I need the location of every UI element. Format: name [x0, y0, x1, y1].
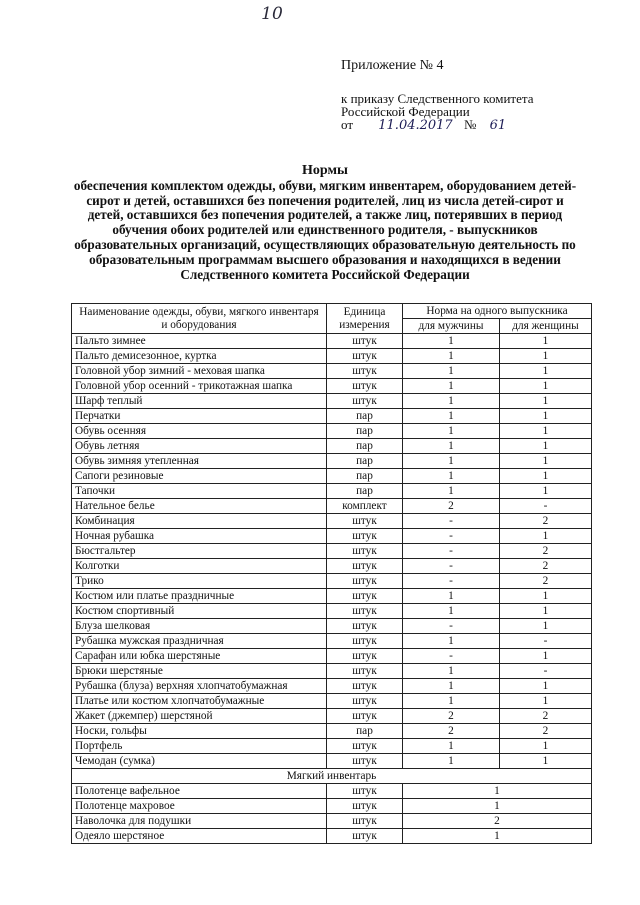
norm-men: - — [403, 529, 500, 544]
norm-women: 1 — [500, 589, 592, 604]
item-unit: штук — [327, 604, 403, 619]
norm-women: 1 — [500, 379, 592, 394]
item-unit: штук — [327, 379, 403, 394]
norm-men: 1 — [403, 424, 500, 439]
header-women: для женщины — [500, 319, 592, 334]
table-row — [72, 379, 592, 394]
item-unit: штук — [327, 799, 403, 814]
item-unit: штук — [327, 814, 403, 829]
table-row — [72, 649, 592, 664]
item-unit: штук — [327, 679, 403, 694]
item-unit: штук — [327, 664, 403, 679]
norm-women: 1 — [500, 754, 592, 769]
norm-men: - — [403, 649, 500, 664]
norm-men: 1 — [403, 484, 500, 499]
table-row — [72, 439, 592, 454]
norm-men: 2 — [403, 709, 500, 724]
table-row — [72, 529, 592, 544]
norm-common: 1 — [403, 799, 592, 814]
norm-women: 1 — [500, 529, 592, 544]
order-date: 11.04.2017 — [378, 118, 453, 133]
norm-men: 1 — [403, 754, 500, 769]
item-name: Одеяло шерстяное — [72, 829, 327, 844]
item-name: Пальто зимнее — [72, 334, 327, 349]
table-row — [72, 364, 592, 379]
item-unit: пар — [327, 469, 403, 484]
norm-men: 1 — [403, 439, 500, 454]
norm-women: 1 — [500, 424, 592, 439]
norm-women: 1 — [500, 454, 592, 469]
item-unit: штук — [327, 334, 403, 349]
table-row — [72, 454, 592, 469]
item-name: Бюстгальтер — [72, 544, 327, 559]
norm-women: 1 — [500, 604, 592, 619]
table-row — [72, 559, 592, 574]
item-name: Чемодан (сумка) — [72, 754, 327, 769]
norm-men: 2 — [403, 499, 500, 514]
norm-men: 1 — [403, 694, 500, 709]
soft-inventory-body — [72, 784, 592, 844]
table-row — [72, 694, 592, 709]
norm-women: 1 — [500, 394, 592, 409]
table-row — [72, 484, 592, 499]
appendix-label: Приложение № 4 — [341, 58, 444, 73]
table-row — [72, 619, 592, 634]
item-name: Головной убор осенний - трикотажная шапка — [72, 379, 327, 394]
item-name: Сапоги резиновые — [72, 469, 327, 484]
item-name: Рубашка мужская праздничная — [72, 634, 327, 649]
order-from-label: от — [341, 117, 354, 132]
item-name: Платье или костюм хлопчатобумажные — [72, 694, 327, 709]
item-name: Костюм спортивный — [72, 604, 327, 619]
table-row — [72, 499, 592, 514]
item-unit: штук — [327, 709, 403, 724]
item-unit: штук — [327, 574, 403, 589]
item-name: Полотенце вафельное — [72, 784, 327, 799]
order-date-line — [341, 118, 533, 132]
norm-women: 2 — [500, 559, 592, 574]
norm-men: - — [403, 544, 500, 559]
order-line-1: к приказу Следственного комитета — [341, 91, 534, 106]
item-name: Полотенце махровое — [72, 799, 327, 814]
item-unit: штук — [327, 829, 403, 844]
item-name: Комбинация — [72, 514, 327, 529]
item-name: Носки, гольфы — [72, 724, 327, 739]
norm-common: 1 — [403, 784, 592, 799]
table-row — [72, 424, 592, 439]
table-row — [72, 784, 592, 799]
document-title — [70, 164, 580, 282]
page-number: 10 — [261, 4, 283, 24]
item-name: Обувь осенняя — [72, 424, 327, 439]
table-row — [72, 754, 592, 769]
item-unit: штук — [327, 529, 403, 544]
table-row — [72, 394, 592, 409]
norm-men: 1 — [403, 589, 500, 604]
item-unit: пар — [327, 454, 403, 469]
item-name: Трико — [72, 574, 327, 589]
item-name: Колготки — [72, 559, 327, 574]
norm-men: 1 — [403, 664, 500, 679]
norm-men: 1 — [403, 469, 500, 484]
norm-men: 2 — [403, 724, 500, 739]
item-name: Рубашка (блуза) верхняя хлопчатобумажная — [72, 679, 327, 694]
norm-women: 2 — [500, 574, 592, 589]
item-name: Ночная рубашка — [72, 529, 327, 544]
item-unit: штук — [327, 754, 403, 769]
table-row — [72, 799, 592, 814]
item-unit: штук — [327, 589, 403, 604]
item-unit: штук — [327, 619, 403, 634]
item-unit: штук — [327, 739, 403, 754]
norm-women: 2 — [500, 544, 592, 559]
item-unit: штук — [327, 394, 403, 409]
item-unit: пар — [327, 409, 403, 424]
item-name: Обувь летняя — [72, 439, 327, 454]
item-name: Обувь зимняя утепленная — [72, 454, 327, 469]
table-row — [72, 604, 592, 619]
norm-women: 2 — [500, 514, 592, 529]
norm-women: 1 — [500, 694, 592, 709]
header-norm: Норма на одного выпускника — [403, 304, 592, 319]
norm-men: 1 — [403, 604, 500, 619]
norm-men: - — [403, 619, 500, 634]
norm-men: 1 — [403, 334, 500, 349]
norm-women: 1 — [500, 739, 592, 754]
table-row — [72, 409, 592, 424]
table-row — [72, 664, 592, 679]
norm-men: - — [403, 514, 500, 529]
norm-men: 1 — [403, 364, 500, 379]
order-line-2: Российской Федерации — [341, 104, 470, 119]
table-row — [72, 679, 592, 694]
norm-men: 1 — [403, 454, 500, 469]
item-name: Нательное белье — [72, 499, 327, 514]
norm-men: 1 — [403, 679, 500, 694]
table-row — [72, 349, 592, 364]
item-unit: пар — [327, 484, 403, 499]
norm-women: 1 — [500, 619, 592, 634]
item-unit: штук — [327, 559, 403, 574]
section-title: Мягкий инвентарь — [72, 769, 592, 784]
item-unit: штук — [327, 634, 403, 649]
norm-women: 2 — [500, 724, 592, 739]
norm-common: 2 — [403, 814, 592, 829]
item-unit: пар — [327, 439, 403, 454]
item-unit: штук — [327, 784, 403, 799]
item-name: Брюки шерстяные — [72, 664, 327, 679]
table-row — [72, 634, 592, 649]
item-unit: штук — [327, 544, 403, 559]
table-row — [72, 829, 592, 844]
table-row — [72, 709, 592, 724]
title-heading: Нормы — [302, 163, 348, 178]
norm-men: - — [403, 574, 500, 589]
norm-women: - — [500, 634, 592, 649]
norm-women: 1 — [500, 349, 592, 364]
norm-men: 1 — [403, 394, 500, 409]
order-reference — [341, 92, 533, 132]
norm-women: 1 — [500, 469, 592, 484]
item-name: Тапочки — [72, 484, 327, 499]
item-unit: пар — [327, 424, 403, 439]
order-number: 61 — [489, 118, 507, 133]
header-unit: Единица измерения — [327, 304, 403, 334]
norm-women: 1 — [500, 364, 592, 379]
title-body: обеспечения комплектом одежды, обуви, мягким инвентарем, оборудованием детей-сирот и детей, оставшихся без попечения родителей, лиц из числа детей-сирот и детей, оставшихся без попечения родителей, а также лиц, потерявших в период обучения обоих родителей или единственного родителя, - выпускников образовательных организаций, осуществляющих образовательную деятельность по образовательным программам высшего образования и находящихся в ведении Следственного комитета Российской Федерации — [73, 177, 577, 282]
norm-women: 1 — [500, 484, 592, 499]
item-unit: комплект — [327, 499, 403, 514]
item-name: Шарф теплый — [72, 394, 327, 409]
item-name: Портфель — [72, 739, 327, 754]
table-row — [72, 469, 592, 484]
section-row-soft-inventory — [72, 769, 592, 784]
norm-women: - — [500, 499, 592, 514]
header-men: для мужчины — [403, 319, 500, 334]
order-number-label: № — [463, 117, 477, 132]
norm-women: 1 — [500, 334, 592, 349]
norm-women: 1 — [500, 679, 592, 694]
table-row — [72, 334, 592, 349]
item-name: Перчатки — [72, 409, 327, 424]
norm-men: - — [403, 559, 500, 574]
item-name: Головной убор зимний - меховая шапка — [72, 364, 327, 379]
norm-women: 1 — [500, 439, 592, 454]
norms-table — [71, 303, 592, 844]
item-unit: штук — [327, 694, 403, 709]
item-name: Блуза шелковая — [72, 619, 327, 634]
item-name: Сарафан или юбка шерстяные — [72, 649, 327, 664]
item-name: Костюм или платье праздничные — [72, 589, 327, 604]
norm-common: 1 — [403, 829, 592, 844]
table-row — [72, 589, 592, 604]
table-row — [72, 724, 592, 739]
norm-women: 2 — [500, 709, 592, 724]
norm-men: 1 — [403, 349, 500, 364]
item-unit: штук — [327, 349, 403, 364]
item-unit: штук — [327, 514, 403, 529]
norm-men: 1 — [403, 379, 500, 394]
table-row — [72, 574, 592, 589]
norm-women: 1 — [500, 409, 592, 424]
table-row — [72, 514, 592, 529]
norm-women: 1 — [500, 649, 592, 664]
item-unit: пар — [327, 724, 403, 739]
table-row — [72, 739, 592, 754]
norm-men: 1 — [403, 739, 500, 754]
table-row — [72, 544, 592, 559]
item-name: Пальто демисезонное, куртка — [72, 349, 327, 364]
item-unit: штук — [327, 364, 403, 379]
table-row — [72, 814, 592, 829]
norm-men: 1 — [403, 634, 500, 649]
item-unit: штук — [327, 649, 403, 664]
item-name: Наволочка для подушки — [72, 814, 327, 829]
header-name: Наименование одежды, обуви, мягкого инвентаря и оборудования — [72, 304, 327, 334]
table-body — [72, 334, 592, 769]
norm-women: - — [500, 664, 592, 679]
item-name: Жакет (джемпер) шерстяной — [72, 709, 327, 724]
norm-men: 1 — [403, 409, 500, 424]
